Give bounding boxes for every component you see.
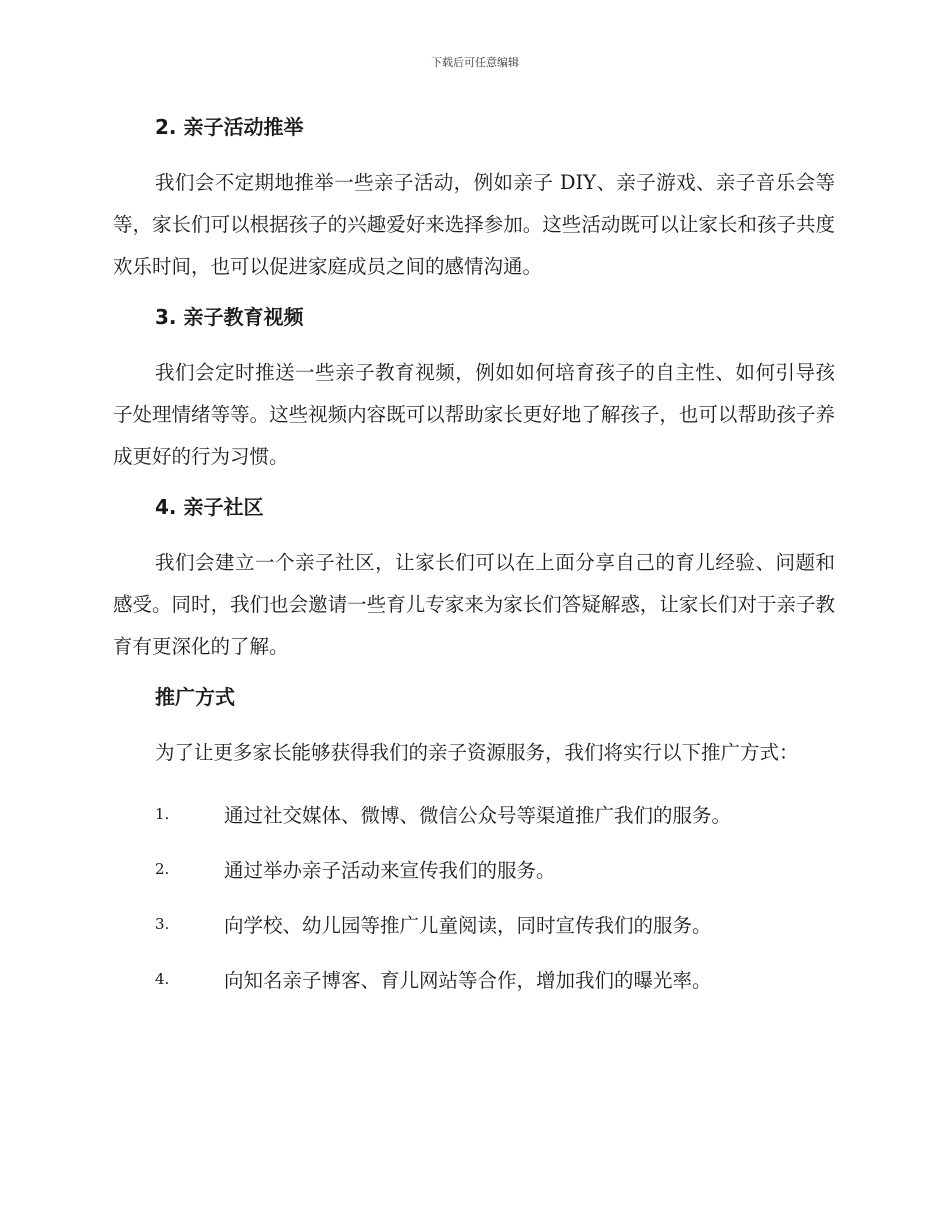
- list-item-number: 2.: [155, 859, 170, 878]
- section-heading-promotion: 推广方式: [155, 685, 235, 709]
- section-body-activities: 我们会不定期地推举一些亲子活动，例如亲子 DIY、亲子游戏、亲子音乐会等等，家长们可以根据孩子的兴趣爱好来选择参加。这些活动既可以让家长和孩子共度欢乐时间，也可以促进家庭成员之间的感情沟通。: [113, 171, 835, 278]
- list-item-text: 向知名亲子博客、育儿网站等合作，增加我们的曝光率。: [224, 968, 712, 992]
- list-item: [113, 951, 835, 1006]
- list-item-number: 1.: [155, 804, 170, 823]
- section-body-videos: 我们会定时推送一些亲子教育视频，例如如何培育孩子的自主性、如何引导孩子处理情绪等等。这些视频内容既可以帮助家长更好地了解孩子，也可以帮助孩子养成更好的行为习惯。: [113, 361, 835, 468]
- section-heading-community: 4. 亲子社区: [155, 495, 264, 519]
- promotion-list: [113, 786, 835, 1006]
- list-item-text: 向学校、幼儿园等推广儿童阅读，同时宣传我们的服务。: [224, 913, 712, 937]
- list-item: [113, 896, 835, 951]
- list-item: [113, 841, 835, 896]
- list-item-number: 4.: [155, 969, 170, 988]
- section-body-promotion: 为了让更多家长能够获得我们的亲子资源服务，我们将实行以下推广方式：: [155, 741, 799, 764]
- page-header: 下载后可任意编辑: [431, 56, 519, 69]
- document-content: [113, 110, 835, 1006]
- list-item-text: 通过社交媒体、微博、微信公众号等渠道推广我们的服务。: [224, 803, 732, 827]
- list-item: [113, 786, 835, 841]
- section-heading-videos: 3. 亲子教育视频: [155, 305, 304, 329]
- list-item-text: 通过举办亲子活动来宣传我们的服务。: [224, 858, 556, 882]
- list-item-number: 3.: [155, 914, 170, 933]
- section-body-community: 我们会建立一个亲子社区，让家长们可以在上面分享自己的育儿经验、问题和感受。同时，我们也会邀请一些育儿专家来为家长们答疑解惑，让家长们对于亲子教育有更深化的了解。: [113, 551, 835, 658]
- section-heading-activities: 2. 亲子活动推举: [155, 115, 304, 139]
